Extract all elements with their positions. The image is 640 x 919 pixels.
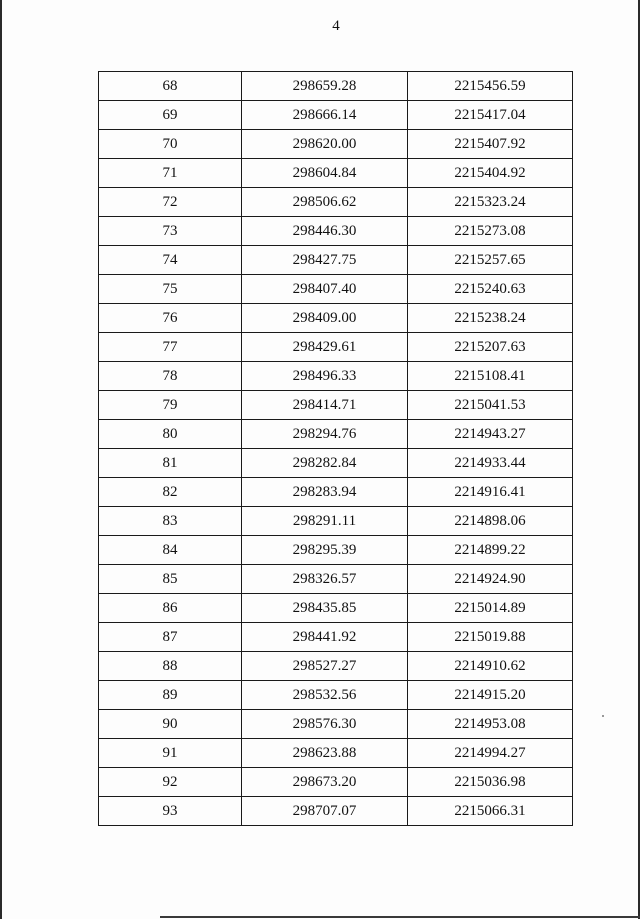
x-coordinate-cell: 298427.75 [242, 246, 408, 275]
point-number-cell: 88 [99, 652, 242, 681]
y-coordinate-cell: 2214899.22 [408, 536, 573, 565]
point-number-cell: 84 [99, 536, 242, 565]
x-coordinate-cell: 298506.62 [242, 188, 408, 217]
table-row [99, 797, 573, 826]
x-coordinate-cell: 298527.27 [242, 652, 408, 681]
x-coordinate-cell: 298441.92 [242, 623, 408, 652]
table-row [99, 304, 573, 333]
y-coordinate-cell: 2215417.04 [408, 101, 573, 130]
x-coordinate-cell: 298414.71 [242, 391, 408, 420]
table-row [99, 275, 573, 304]
scan-speck [602, 715, 604, 717]
point-number-cell: 82 [99, 478, 242, 507]
point-number-cell: 80 [99, 420, 242, 449]
x-coordinate-cell: 298673.20 [242, 768, 408, 797]
point-number-cell: 90 [99, 710, 242, 739]
x-coordinate-cell: 298435.85 [242, 594, 408, 623]
point-number-cell: 72 [99, 188, 242, 217]
table-row [99, 652, 573, 681]
y-coordinate-cell: 2215257.65 [408, 246, 573, 275]
scan-edge-bottom [160, 916, 640, 918]
table-row [99, 391, 573, 420]
scan-edge-left [0, 0, 2, 919]
x-coordinate-cell: 298659.28 [242, 72, 408, 101]
table-row [99, 623, 573, 652]
point-number-cell: 73 [99, 217, 242, 246]
table-row [99, 188, 573, 217]
table-row [99, 739, 573, 768]
x-coordinate-cell: 298620.00 [242, 130, 408, 159]
x-coordinate-cell: 298623.88 [242, 739, 408, 768]
x-coordinate-cell: 298291.11 [242, 507, 408, 536]
table-row [99, 101, 573, 130]
table-row [99, 159, 573, 188]
coordinate-table [98, 71, 573, 826]
x-coordinate-cell: 298429.61 [242, 333, 408, 362]
y-coordinate-cell: 2214943.27 [408, 420, 573, 449]
y-coordinate-cell: 2215019.88 [408, 623, 573, 652]
point-number-cell: 83 [99, 507, 242, 536]
y-coordinate-cell: 2214916.41 [408, 478, 573, 507]
y-coordinate-cell: 2215273.08 [408, 217, 573, 246]
y-coordinate-cell: 2214994.27 [408, 739, 573, 768]
point-number-cell: 69 [99, 101, 242, 130]
y-coordinate-cell: 2214898.06 [408, 507, 573, 536]
table-row [99, 594, 573, 623]
y-coordinate-cell: 2215108.41 [408, 362, 573, 391]
y-coordinate-cell: 2215407.92 [408, 130, 573, 159]
y-coordinate-cell: 2215238.24 [408, 304, 573, 333]
point-number-cell: 70 [99, 130, 242, 159]
y-coordinate-cell: 2215036.98 [408, 768, 573, 797]
table-row [99, 710, 573, 739]
x-coordinate-cell: 298409.00 [242, 304, 408, 333]
table-row [99, 507, 573, 536]
table-row [99, 478, 573, 507]
table-row [99, 681, 573, 710]
x-coordinate-cell: 298496.33 [242, 362, 408, 391]
point-number-cell: 81 [99, 449, 242, 478]
point-number-cell: 85 [99, 565, 242, 594]
y-coordinate-cell: 2214915.20 [408, 681, 573, 710]
table-row [99, 217, 573, 246]
x-coordinate-cell: 298576.30 [242, 710, 408, 739]
x-coordinate-cell: 298294.76 [242, 420, 408, 449]
point-number-cell: 89 [99, 681, 242, 710]
table-row [99, 246, 573, 275]
table-row [99, 536, 573, 565]
point-number-cell: 76 [99, 304, 242, 333]
y-coordinate-cell: 2214924.90 [408, 565, 573, 594]
point-number-cell: 77 [99, 333, 242, 362]
x-coordinate-cell: 298282.84 [242, 449, 408, 478]
x-coordinate-cell: 298707.07 [242, 797, 408, 826]
x-coordinate-cell: 298666.14 [242, 101, 408, 130]
point-number-cell: 93 [99, 797, 242, 826]
y-coordinate-cell: 2214910.62 [408, 652, 573, 681]
y-coordinate-cell: 2215404.92 [408, 159, 573, 188]
table-row [99, 130, 573, 159]
point-number-cell: 71 [99, 159, 242, 188]
point-number-cell: 86 [99, 594, 242, 623]
x-coordinate-cell: 298604.84 [242, 159, 408, 188]
point-number-cell: 87 [99, 623, 242, 652]
point-number-cell: 78 [99, 362, 242, 391]
point-number-cell: 92 [99, 768, 242, 797]
point-number-cell: 74 [99, 246, 242, 275]
y-coordinate-cell: 2215014.89 [408, 594, 573, 623]
y-coordinate-cell: 2214933.44 [408, 449, 573, 478]
y-coordinate-cell: 2214953.08 [408, 710, 573, 739]
y-coordinate-cell: 2215323.24 [408, 188, 573, 217]
table-row [99, 362, 573, 391]
y-coordinate-cell: 2215207.63 [408, 333, 573, 362]
y-coordinate-cell: 2215041.53 [408, 391, 573, 420]
x-coordinate-cell: 298407.40 [242, 275, 408, 304]
y-coordinate-cell: 2215456.59 [408, 72, 573, 101]
table-row [99, 420, 573, 449]
table-row [99, 768, 573, 797]
table-row [99, 72, 573, 101]
page-number: 4 [332, 18, 340, 34]
x-coordinate-cell: 298295.39 [242, 536, 408, 565]
coordinate-table-body [99, 72, 573, 826]
point-number-cell: 91 [99, 739, 242, 768]
x-coordinate-cell: 298326.57 [242, 565, 408, 594]
x-coordinate-cell: 298283.94 [242, 478, 408, 507]
y-coordinate-cell: 2215066.31 [408, 797, 573, 826]
table-row [99, 449, 573, 478]
point-number-cell: 75 [99, 275, 242, 304]
point-number-cell: 79 [99, 391, 242, 420]
x-coordinate-cell: 298532.56 [242, 681, 408, 710]
point-number-cell: 68 [99, 72, 242, 101]
x-coordinate-cell: 298446.30 [242, 217, 408, 246]
table-row [99, 333, 573, 362]
y-coordinate-cell: 2215240.63 [408, 275, 573, 304]
table-row [99, 565, 573, 594]
